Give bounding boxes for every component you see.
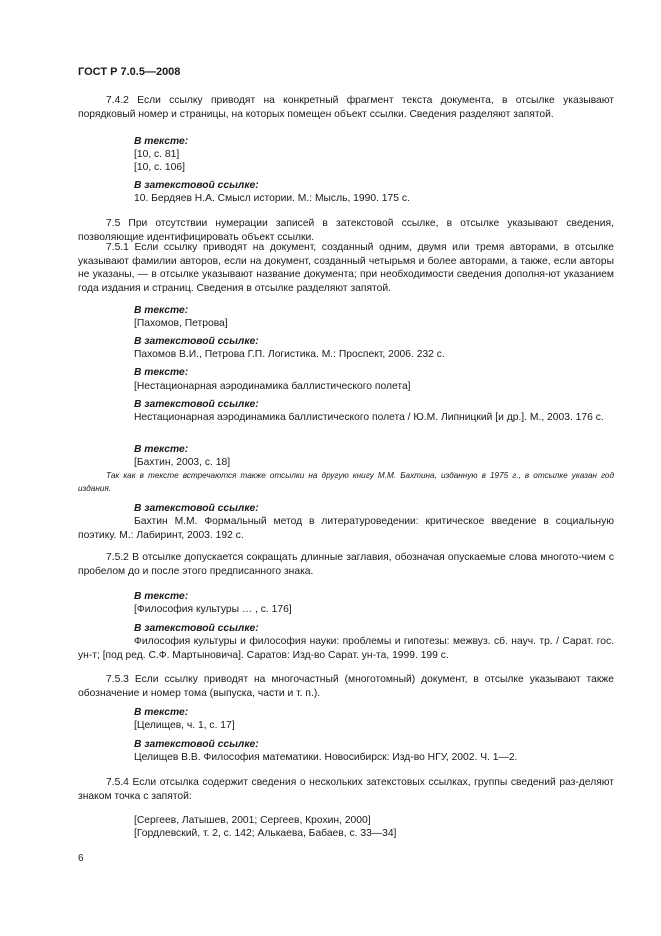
example-label-in-text: В тексте: [134, 367, 189, 378]
paragraph-7-5-3: 7.5.3 Если ссылку приводят на многочастный (многотомный) документ, в отсылке указывают также обозначение и номер тома (выпуска, части и т. п.). [78, 674, 614, 699]
example-citation: [Нестационарная аэродинамика баллистического полета] [134, 381, 411, 392]
example-citation: [Бахтин, 2003, с. 18] [134, 457, 231, 468]
paragraph-7-5-1: 7.5.1 Если ссылку приводят на документ, созданный одним, двумя или тремя авторами, в отсылке указывают фамилии авторов, если на документ, созданный четырьмя и более авторами, а также, если авторы не указаны, — в отсылке указывают название документа; при необходимости сведения дополня-ют указанием года издания и страниц. Сведения в отсылке разделяют запятой. [78, 242, 614, 294]
example-citation: [Гордлевский, т. 2, с. 142; Алькаева, Бабаев, с. 33—34] [134, 828, 397, 839]
example-label-footnote: В затекстовой ссылке: [134, 503, 259, 514]
example-label-footnote: В затекстовой ссылке: [134, 399, 259, 410]
footnote-reference: Целищев В.В. Философия математики. Новосибирск: Изд-во НГУ, 2002. Ч. 1—2. [134, 752, 518, 763]
example-label-in-text: В тексте: [134, 305, 189, 316]
example-label-footnote: В затекстовой ссылке: [134, 336, 259, 347]
page-number: 6 [78, 853, 84, 864]
example-label-in-text: В тексте: [134, 591, 189, 602]
paragraph-7-5-2: 7.5.2 В отсылке допускается сокращать длинные заглавия, обозначая опускаемые слова многото-чием с пробелом до и после этого предписанного знака. [78, 552, 614, 577]
page-header: ГОСТ Р 7.0.5—2008 [78, 66, 181, 78]
example-label-in-text: В тексте: [134, 707, 189, 718]
example-citation: [10, с. 106] [134, 162, 185, 173]
footnote-reference: Философия культуры и философия науки: проблемы и гипотезы: межвуз. сб. науч. тр. / Сарат. гос. ун-т; [под ред. С.Ф. Мартыновича]. Саратов: Изд-во Сарат. ун-та, 1999. 199 с. [78, 636, 614, 661]
example-label-in-text: В тексте: [134, 444, 189, 455]
footnote-reference: Пахомов В.И., Петрова Г.П. Логистика. М.: Проспект, 2006. 232 с. [134, 349, 445, 360]
paragraph-7-5: 7.5 При отсутствии нумерации записей в затекстовой ссылке, в отсылке указывают сведения, позволяющие идентифицировать объект ссылки. [78, 218, 614, 243]
example-citation: [10, с. 81] [134, 149, 180, 160]
paragraph-7-5-4: 7.5.4 Если отсылка содержит сведения о нескольких затекстовых ссылках, группы сведений раз-деляют знаком точка с запятой: [78, 777, 614, 802]
explanatory-note: Так как в тексте встречаются также отсылки на другую книгу М.М. Бахтина, изданную в 1975 г., в отсылке указан год издания. [78, 471, 614, 493]
example-citation: [Пахомов, Петрова] [134, 318, 228, 329]
paragraph-7-4-2: 7.4.2 Если ссылку приводят на конкретный фрагмент текста документа, в отсылке указывают порядковый номер и страницы, на которых помещен объект ссылки. Сведения разделяют запятой. [78, 95, 614, 120]
example-citation: [Сергеев, Латышев, 2001; Сергеев, Крохин, 2000] [134, 815, 371, 826]
example-citation: [Целищев, ч. 1, с. 17] [134, 720, 235, 731]
footnote-reference: Бахтин М.М. Формальный метод в литературоведении: критическое введение в социальную поэтику. М.: Лабиринт, 2003. 192 с. [78, 516, 614, 541]
example-label-footnote: В затекстовой ссылке: [134, 180, 259, 191]
footnote-reference: Нестационарная аэродинамика баллистического полета / Ю.М. Липницкий [и др.]. М., 2003. 176 с. [134, 412, 604, 423]
example-label-footnote: В затекстовой ссылке: [134, 623, 259, 634]
example-label-footnote: В затекстовой ссылке: [134, 739, 259, 750]
example-label-in-text: В тексте: [134, 136, 189, 147]
footnote-reference: 10. Бердяев Н.А. Смысл истории. М.: Мысль, 1990. 175 с. [134, 193, 410, 204]
example-citation: [Философия культуры … , с. 176] [134, 604, 292, 615]
